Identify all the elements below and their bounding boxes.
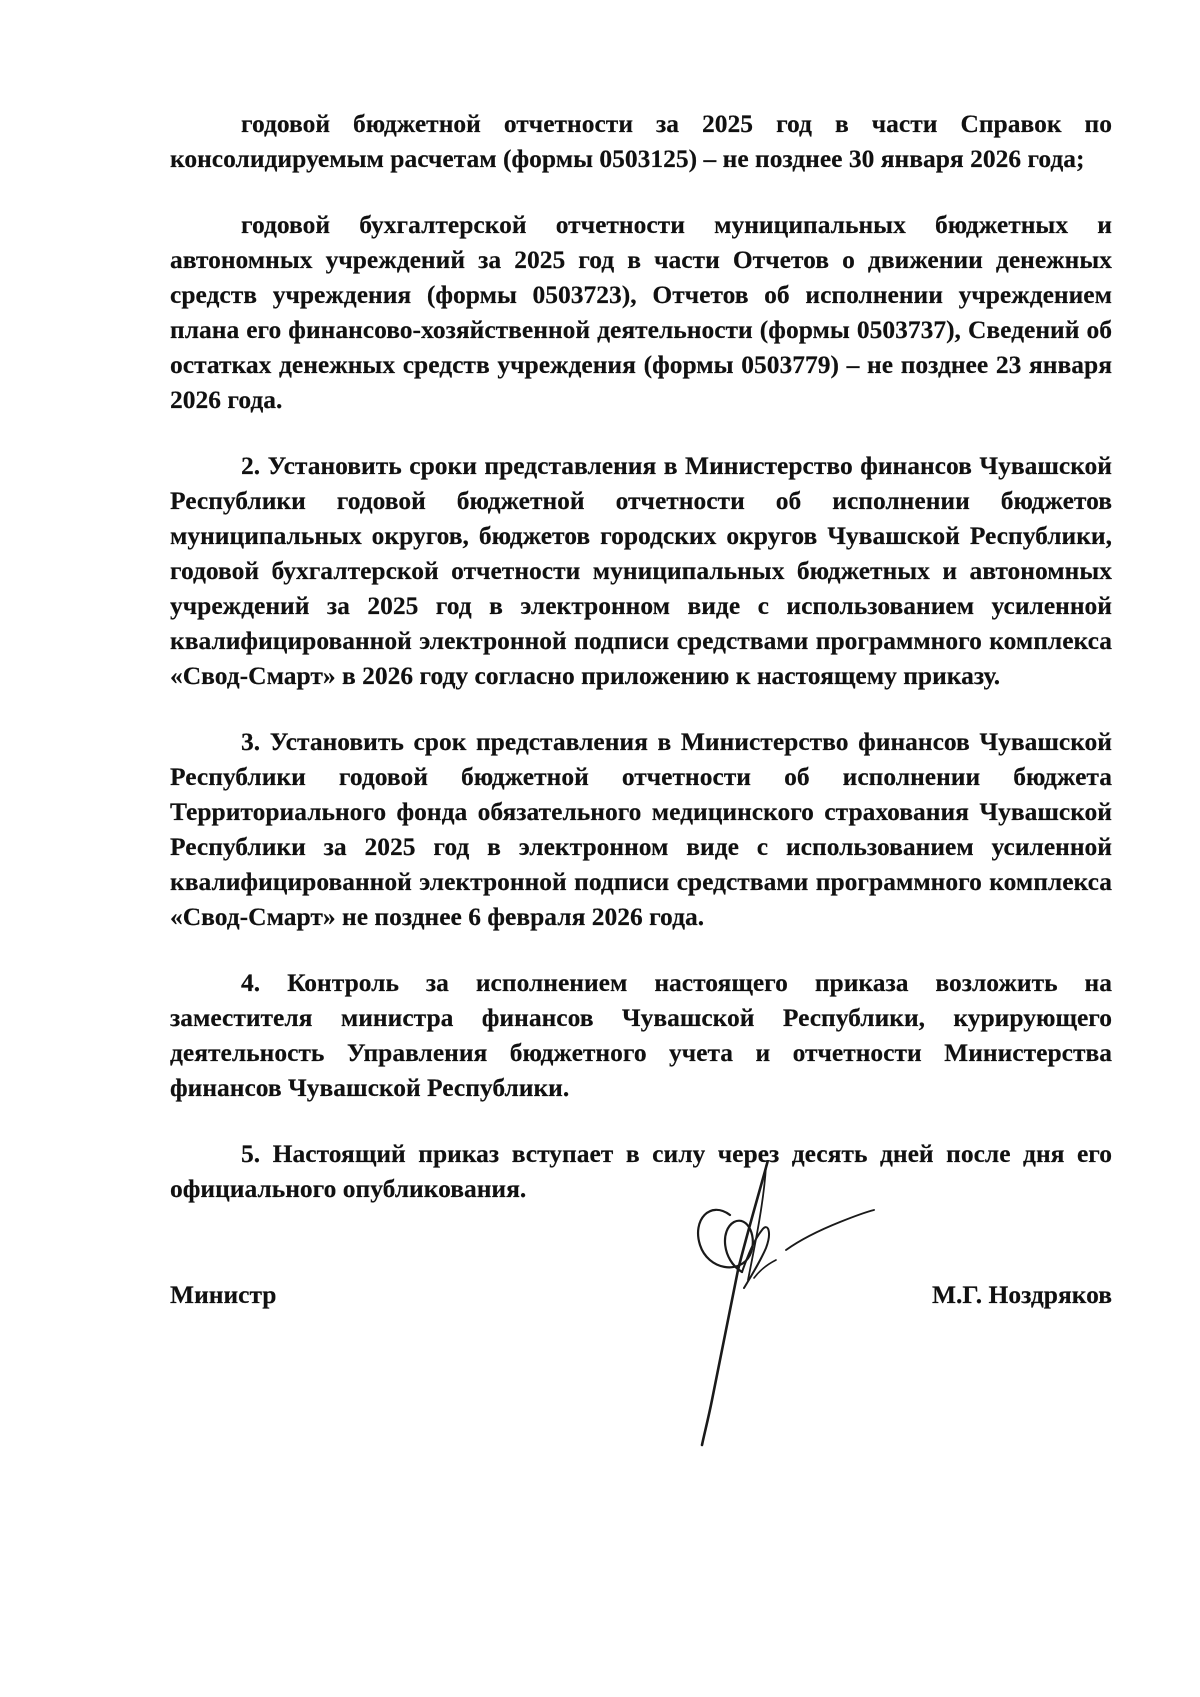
- paragraph-item-4: 4. Контроль за исполнением настоящего приказа возложить на заместителя министра финансов Чувашской Республики, курирующего деятельность Управления бюджетного учета и отчетности Министерства финансов Чувашской Республики.: [170, 968, 1112, 1102]
- paragraph-accounting-reporting-institutions: годовой бухгалтерской отчетности муниципальных бюджетных и автономных учреждений за 2025 год в части Отчетов о движении денежных средств учреждения (формы 0503723), Отчетов об исполнении учреждением плана его финансово-хозяйственной деятельности (формы 0503737), Сведений об остатках денежных средств учреждения (формы 0503779) – не позднее 23 января 2026 года.: [170, 210, 1112, 414]
- paragraph-item-3: 3. Установить срок представления в Министерство финансов Чувашской Республики годовой бюджетной отчетности об исполнении бюджета Территориального фонда обязательного медицинского страхования Чувашской Республики за 2025 год в электронном виде с использованием усиленной квалифицированной электронной подписи средствами программного комплекса «Свод-Смарт» не позднее 6 февраля 2026 года.: [170, 727, 1112, 931]
- signature-block: [170, 1280, 1112, 1320]
- signatory-position: Министр: [170, 1280, 277, 1309]
- paragraph-budget-reporting-continuation: годовой бюджетной отчетности за 2025 год в части Справок по консолидируемым расчетам (формы 0503125) – не позднее 30 января 2026 года;: [170, 109, 1112, 173]
- signatory-name: М.Г. Ноздряков: [931, 1280, 1112, 1309]
- paragraph-item-2: 2. Установить сроки представления в Министерство финансов Чувашской Республики годовой бюджетной отчетности об исполнении бюджетов муниципальных округов, бюджетов городских округов Чувашской Республики, годовой бухгалтерской отчетности муниципальных бюджетных и автономных учреждений за 2025 год в электронном виде с использованием усиленной квалифицированной электронной подписи средствами программного комплекса «Свод-Смарт» в 2026 году согласно приложению к настоящему приказу.: [170, 451, 1112, 690]
- paragraph-item-5: 5. Настоящий приказ вступает в силу через десять дней после дня его официального опубликования.: [170, 1139, 1112, 1203]
- document-body: [170, 106, 1112, 1237]
